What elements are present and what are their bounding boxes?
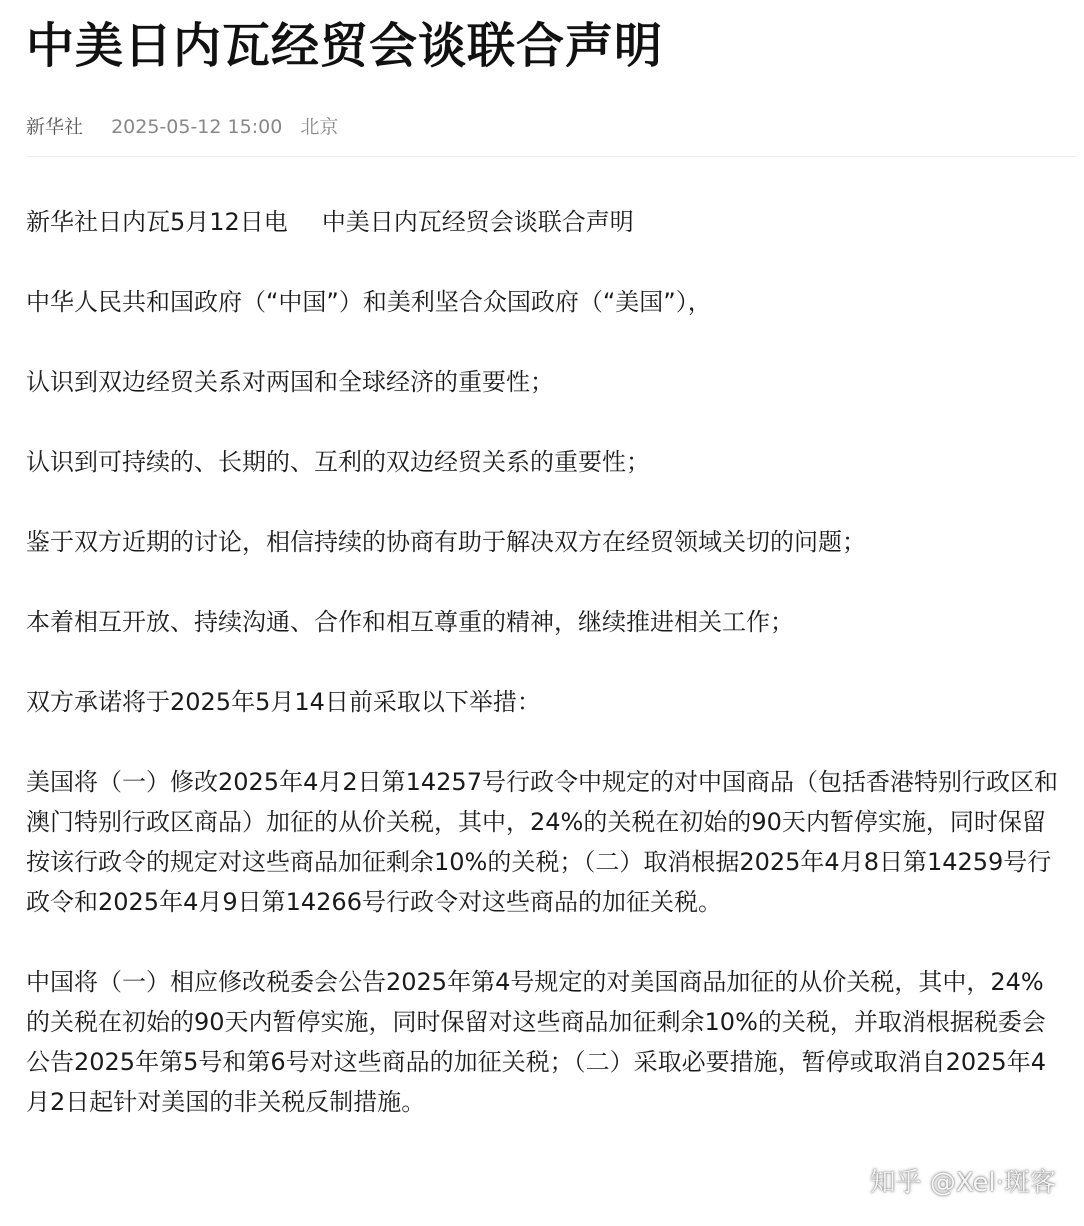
article-meta	[26, 112, 1066, 142]
paragraph: 中华人民共和国政府（“中国”）和美利坚合众国政府（“美国”），	[26, 288, 712, 316]
paragraph: 鉴于双方近期的讨论，相信持续的协商有助于解决双方在经贸领域关切的问题；	[26, 528, 866, 556]
article-date: 2025-05-12 15:00	[111, 116, 283, 138]
paragraph: 双方承诺将于2025年5月14日前采取以下举措：	[26, 688, 541, 716]
paragraph-us-measures: 美国将（一）修改2025年4月2日第14257号行政令中规定的对中国商品（包括香港特别行政区和澳门特别行政区商品）加征的从价关税，其中，24%的关税在初始的90天内暂停实施，同时保留按该行政令的规定对这些商品加征剩余10%的关税；（二）取消根据2025年4月8日第14259号行政令和2025年4月9日第14266号行政令对这些商品的加征关税。	[26, 768, 1058, 916]
article-location: 北京	[300, 116, 339, 138]
article-source[interactable]: 新华社	[26, 116, 84, 138]
dateline: 新华社日内瓦5月12日电	[26, 208, 288, 236]
paragraph-china-measures: 中国将（一）相应修改税委会公告2025年第4号规定的对美国商品加征的从价关税，其中，24%的关税在初始的90天内暂停实施，同时保留对这些商品加征剩余10%的关税，并取消根据税委会公告2025年第5号和第6号对这些商品的加征关税；（二）采取必要措施，暂停或取消自2025年4月2日起针对美国的非关税反制措施。	[26, 968, 1046, 1116]
paragraph: 认识到可持续的、长期的、互利的双边经贸关系的重要性；	[26, 448, 650, 476]
paragraph: 认识到双边经贸关系对两国和全球经济的重要性；	[26, 368, 554, 396]
paragraph: 本着相互开放、持续沟通、合作和相互尊重的精神，继续推进相关工作；	[26, 608, 794, 636]
article	[26, 0, 1066, 1162]
meta-divider	[26, 156, 1076, 157]
dateline-title: 中美日内瓦经贸会谈联合声明	[321, 208, 634, 236]
zhihu-watermark: 知乎 @Xel·斑客	[869, 1168, 1056, 1198]
article-title: 中美日内瓦经贸会谈联合声明	[26, 18, 664, 74]
dateline-paragraph	[26, 202, 1066, 242]
article-body	[26, 202, 1066, 1122]
